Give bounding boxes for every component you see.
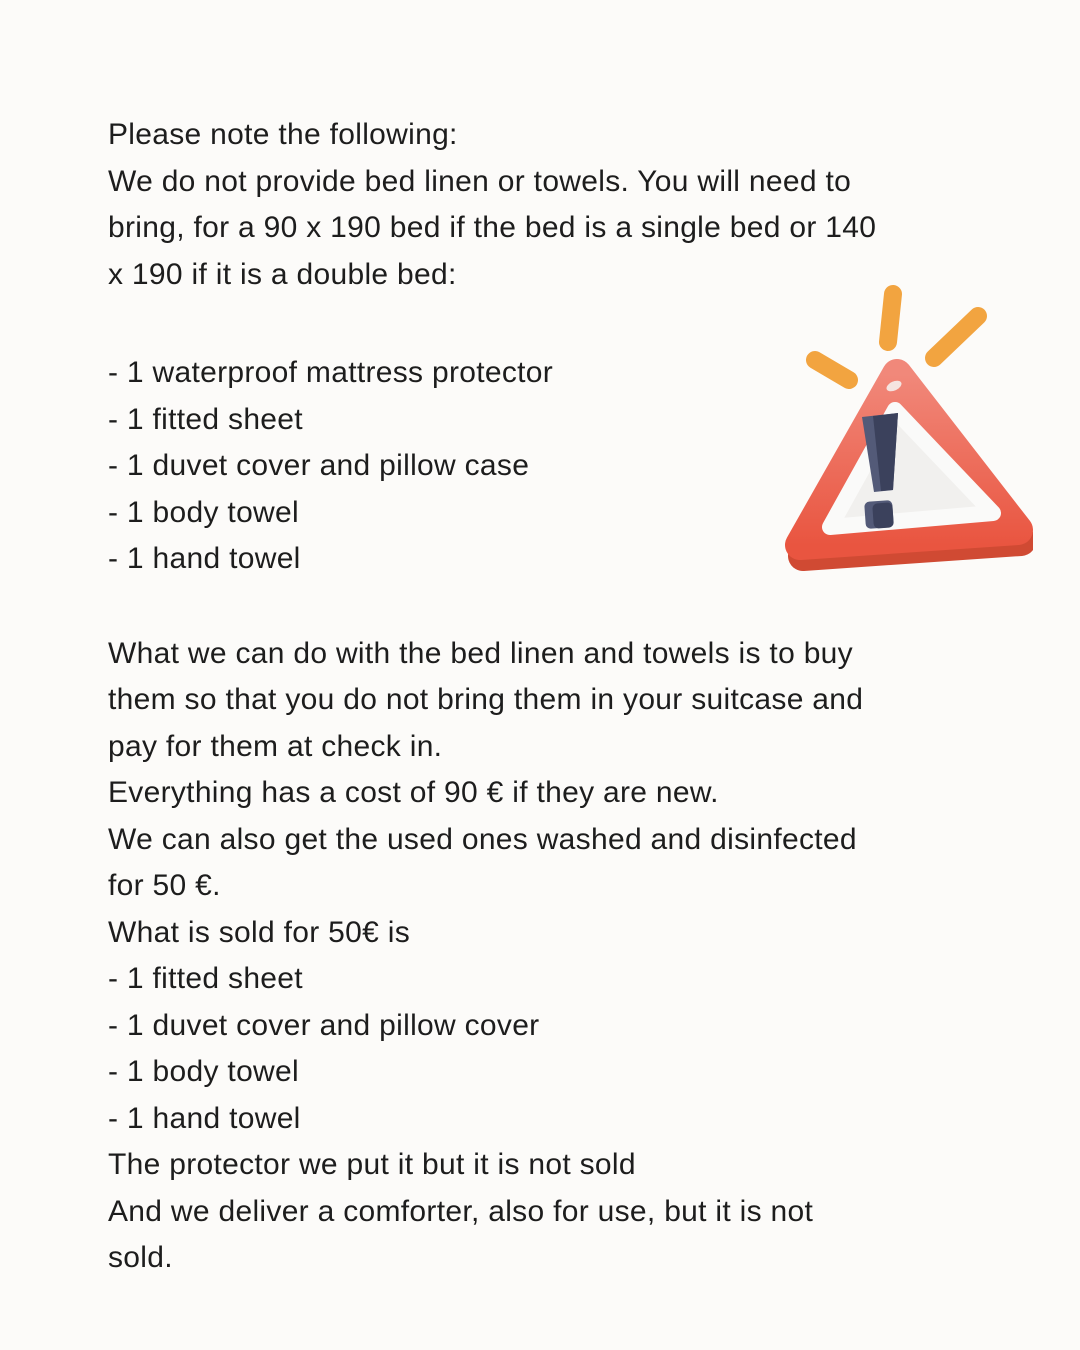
closing-text-line: The protector we put it but it is not sold: [108, 1148, 636, 1181]
pricing-text-line: What is sold for 50€ is: [108, 915, 411, 949]
intro-section: [108, 112, 1008, 298]
closing-text-line: And we deliver a comforter, also for use, but it is not: [108, 1194, 814, 1228]
ray-vertical: [888, 294, 893, 342]
warning-triangle-svg: [783, 282, 1033, 582]
closing-text-line: sold.: [108, 1241, 173, 1274]
bring-list-item: - 1 hand towel: [108, 542, 301, 575]
intro-text-line: x 190 if it is a double bed:: [108, 257, 457, 291]
bring-list-item: - 1 duvet cover and pillow case: [108, 449, 530, 482]
bring-list-item: - 1 body towel: [108, 495, 299, 529]
warning-triangle-icon: [783, 282, 1033, 582]
sold-list-section: [108, 956, 1008, 1142]
pricing-text-line: We can also get the used ones washed and disinfected: [108, 822, 857, 856]
pricing-text-line: Everything has a cost of 90 € if they are new.: [108, 776, 719, 809]
pricing-section: [108, 631, 1008, 957]
spacer: [108, 583, 1008, 631]
bring-list-item: - 1 fitted sheet: [108, 402, 303, 436]
pricing-text-line: them so that you do not bring them in your suitcase and: [108, 683, 864, 716]
intro-heading: Please note the following:: [108, 118, 458, 151]
intro-text-line: bring, for a 90 x 190 bed if the bed is a single bed or 140: [108, 211, 877, 244]
ray-right: [934, 316, 978, 358]
closing-section: [108, 1142, 1008, 1282]
intro-text-line: We do not provide bed linen or towels. You will need to: [108, 164, 852, 198]
sold-list-item: - 1 hand towel: [108, 1101, 301, 1135]
exclamation-dot-front: [872, 502, 894, 528]
bring-list-item: - 1 waterproof mattress protector: [108, 356, 554, 389]
ray-left: [815, 360, 849, 380]
sold-list-item: - 1 fitted sheet: [108, 962, 303, 995]
pricing-text-line: for 50 €.: [108, 869, 221, 902]
pricing-text-line: pay for them at check in.: [108, 729, 443, 763]
sold-list-item: - 1 body towel: [108, 1055, 299, 1088]
pricing-text-line: What we can do with the bed linen and towels is to buy: [108, 636, 853, 670]
sold-list-item: - 1 duvet cover and pillow cover: [108, 1008, 540, 1042]
